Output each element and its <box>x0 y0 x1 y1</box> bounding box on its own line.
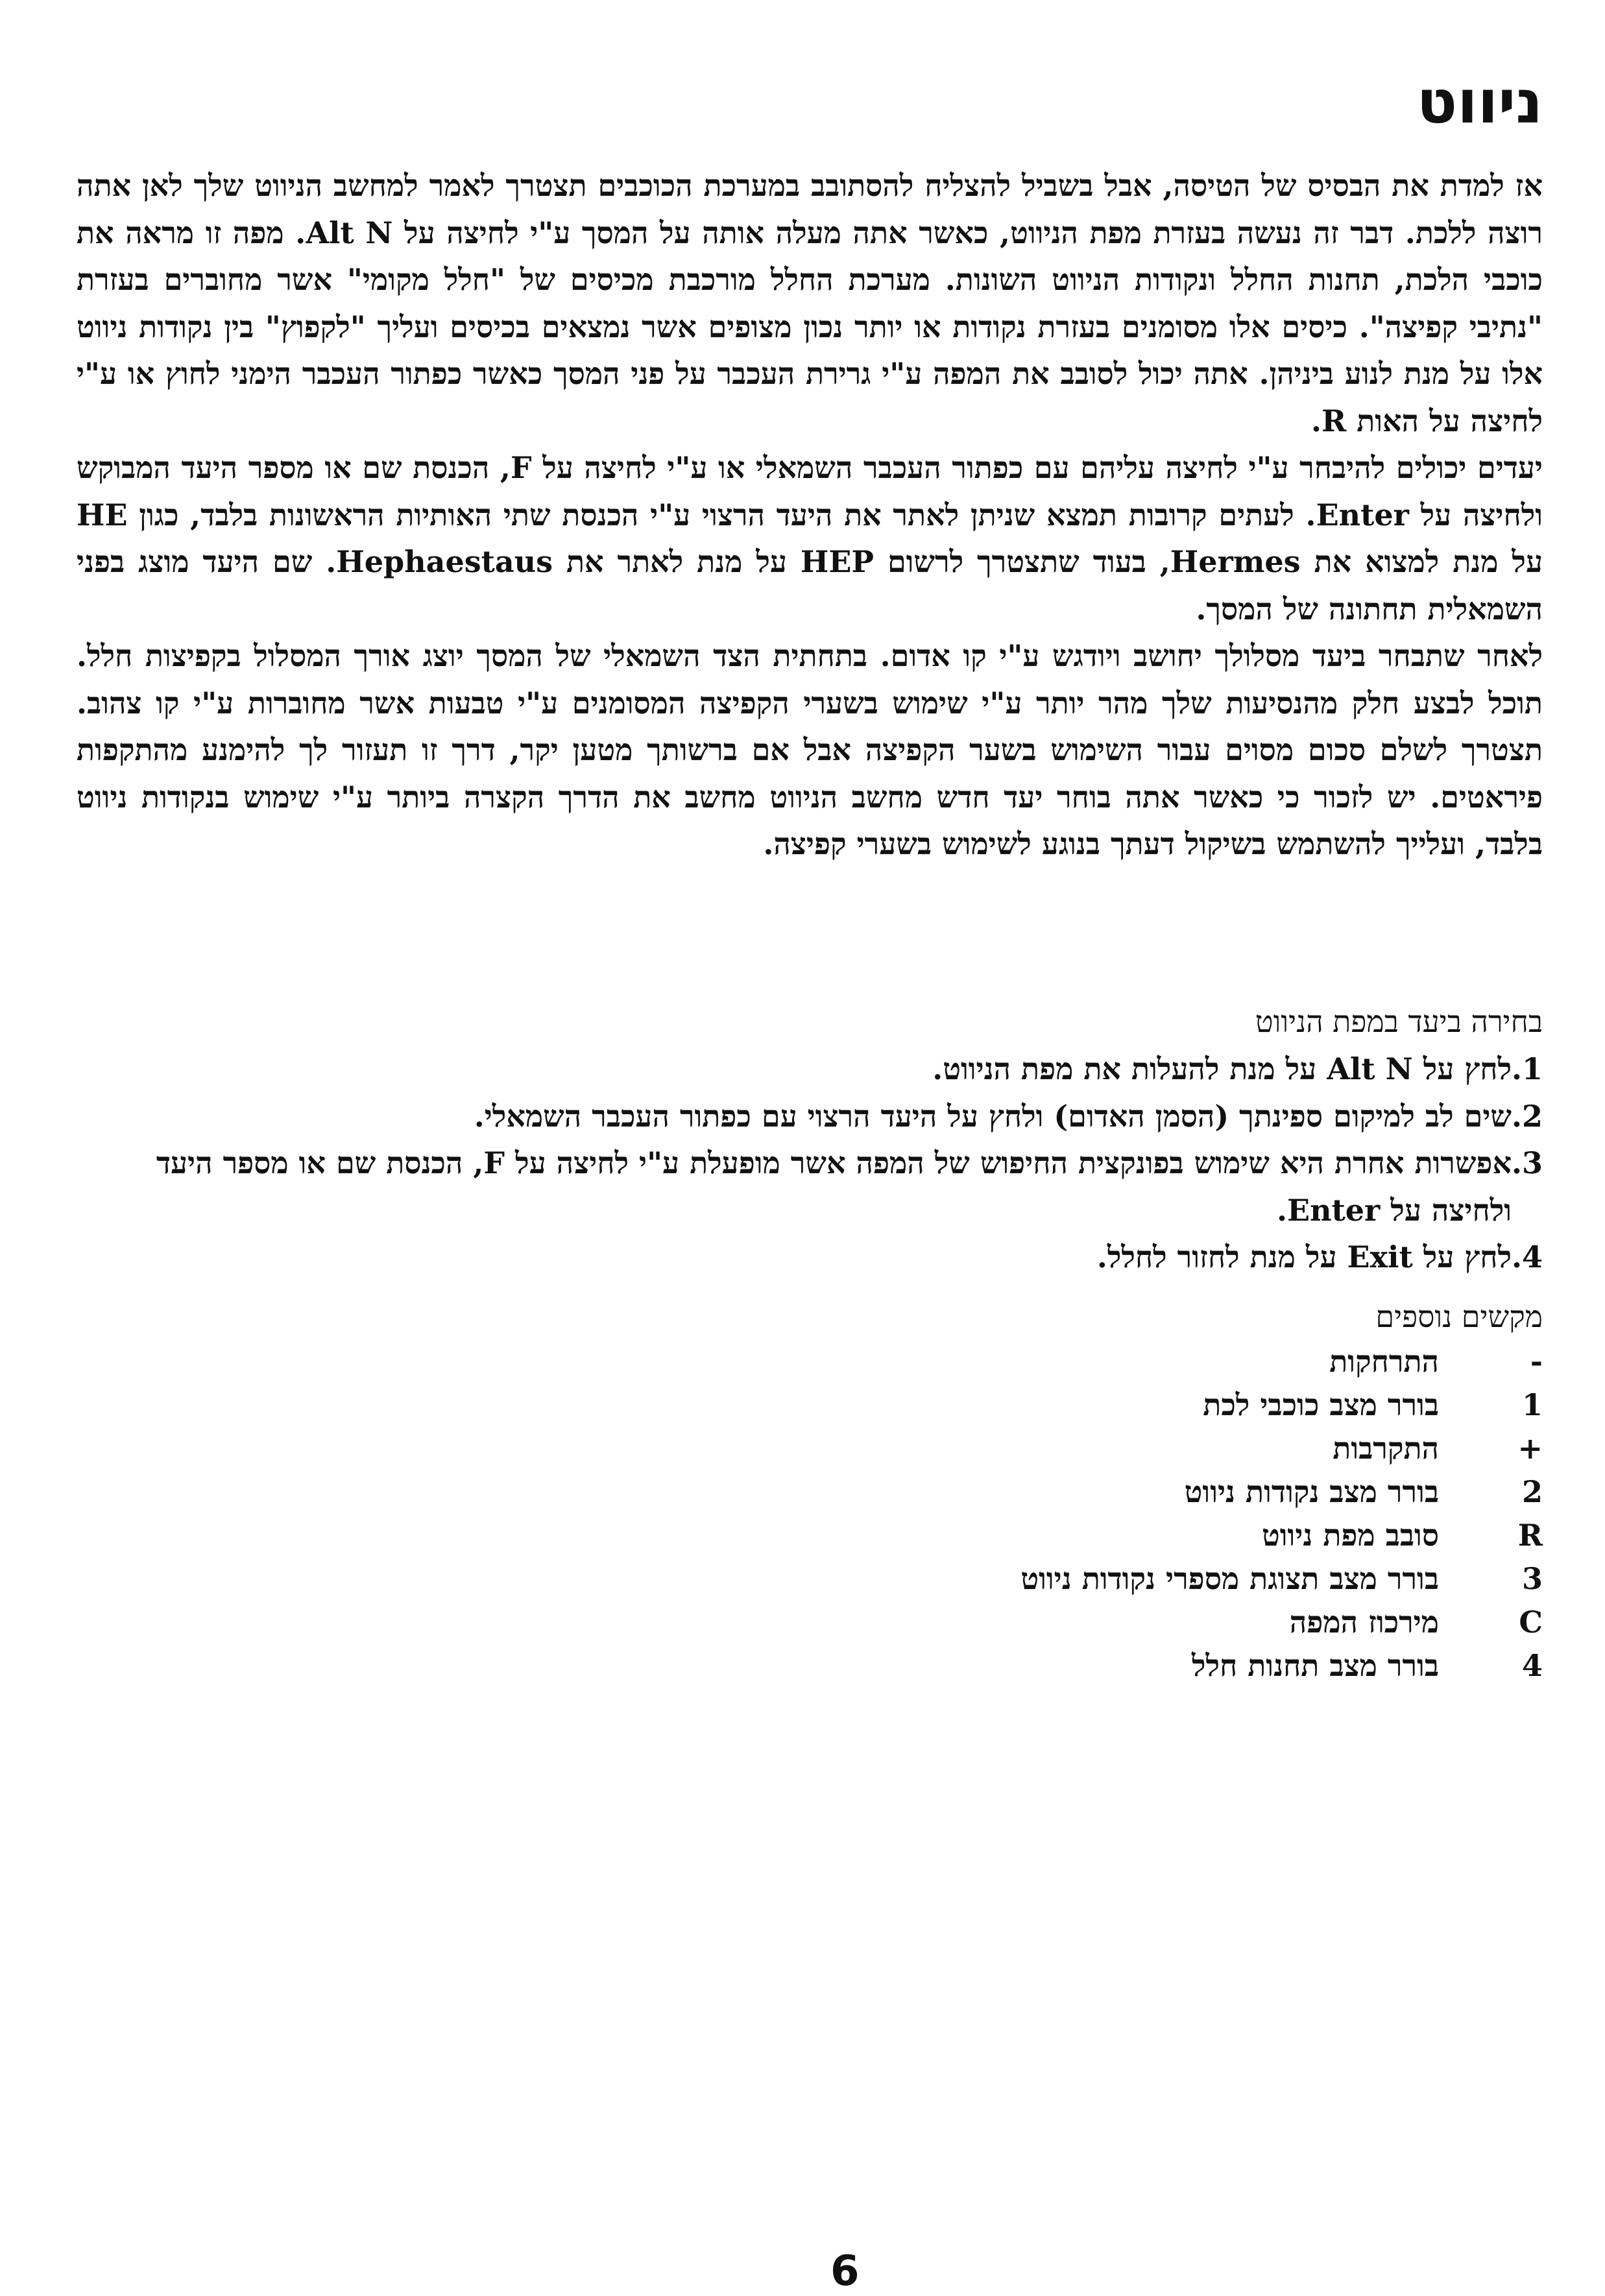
step-text: שים לב למיקום ספינתך (הסמן האדום) ולחץ על היעד הרצוי עם כפתור העכבר השמאלי. <box>474 1098 1512 1134</box>
key-row <box>1020 1514 1543 1557</box>
key-description: סובב מפת ניווט <box>1262 1518 1439 1553</box>
keys-heading: מקשים נוספים <box>1375 1299 1543 1334</box>
list-item <box>77 1140 1543 1234</box>
list-item <box>77 1046 1543 1093</box>
key-description: מירכוז המפה <box>1289 1605 1439 1640</box>
keys-list <box>1020 1340 1543 1688</box>
key-row <box>1020 1557 1543 1601</box>
list-item <box>77 1093 1543 1140</box>
paragraph: יעדים יכולים להיבחר ע"י לחיצה עליהם עם כפתור העכבר השמאלי או ע"י לחיצה על F, הכנסת שם או מספר היעד המבוקש ולחיצה על Enter. לעתים קרובות תמצא שניתן לאתר את היעד הרצוי ע"י הכנסת שתי האותיות הראשונות בלבד, כגון HE על מנת למצוא את Hermes, בעוד שתצטרך לרשום HEP על מנת לאתר את Hephaestaus. שם היעד מוצג בפני השמאלית תחתונה של המסך. <box>77 450 1543 627</box>
key-description: התקרבות <box>1333 1431 1439 1466</box>
step-text: לחץ על Exit על מנת לחזור לחלל. <box>1096 1239 1512 1274</box>
key-row <box>1020 1601 1543 1644</box>
page-number: 6 <box>830 2247 860 2295</box>
body-text <box>77 162 1543 868</box>
step-number: 4. <box>1511 1239 1543 1274</box>
list-item <box>77 1234 1543 1281</box>
key-label: 1 <box>1521 1387 1543 1422</box>
key-label: 3 <box>1521 1561 1543 1596</box>
step-number: 3. <box>1511 1145 1543 1180</box>
step-number: 1. <box>1511 1051 1543 1086</box>
key-label: + <box>1517 1431 1543 1466</box>
key-label: - <box>1530 1344 1543 1379</box>
key-label: 2 <box>1521 1474 1543 1509</box>
paragraph: לאחר שתבחר ביעד מסלולך יחושב ויודגש ע"י קו אדום. בתחתית הצד השמאלי של המסך יוצג אורך המסלול בקפיצות חלל. תוכל לבצע חלק מהנסיעות שלך מהר יותר ע"י שימוש בשערי הקפיצה המסומנים ע"י טבעות אשר מחוברות ע"י קו צהוב. תצטרך לשלם סכום מסוים עבור השימוש בשער הקפיצה אבל אם ברשותך מטען יקר, דרך זו תעזור לך להימנע מהתקפות פיראטים. יש לזכור כי כאשר אתה בוחר יעד חדש מחשב הניווט מחשב את הדרך הקצרה ביותר ע"י שימוש בנקודות ניווט בלבד, ועלייך להשתמש בשיקול דעתך בנוגע לשימוש בשערי קפיצה. <box>77 638 1543 861</box>
key-description: בורר מצב כוכבי לכת <box>1203 1387 1439 1422</box>
key-description: בורר מצב תצוגת מספרי נקודות ניווט <box>1020 1561 1439 1596</box>
page-title: ניווט <box>1416 67 1543 137</box>
key-row <box>1020 1470 1543 1514</box>
step-number: 2. <box>1511 1098 1543 1134</box>
key-row <box>1020 1383 1543 1427</box>
key-row <box>1020 1644 1543 1688</box>
key-description: התרחקות <box>1329 1344 1439 1379</box>
key-label: 4 <box>1521 1648 1543 1683</box>
key-label: R <box>1517 1518 1543 1553</box>
step-text: לחץ על Alt N על מנת להעלות את מפת הניווט. <box>932 1051 1512 1086</box>
key-description: בורר מצב נקודות ניווט <box>1184 1474 1439 1509</box>
steps-heading: בחירה ביעד במפת הניווט <box>1255 1004 1543 1039</box>
key-description: בורר מצב תחנות חלל <box>1191 1648 1439 1683</box>
steps-list <box>77 1046 1543 1281</box>
key-row <box>1020 1427 1543 1470</box>
key-label: C <box>1519 1605 1543 1640</box>
key-row <box>1020 1340 1543 1383</box>
paragraph: אז למדת את הבסיס של הטיסה, אבל בשביל להצליח להסתובב במערכת הכוכבים תצטרך לאמר למחשב הניווט שלך לאן אתה רוצה ללכת. דבר זה נעשה בעזרת מפת הניווט, כאשר אתה מעלה אותה על המסך ע"י לחיצה על Alt N. מפה זו מראה את כוכבי הלכת, תחנות החלל ונקודות הניווט השונות. מערכת החלל מורכבת מכיסים של "חלל מקומי" אשר מחוברים בעזרת "נתיבי קפיצה". כיסים אלו מסומנים בעזרת נקודות או יותר נכון מצופים אשר נמצאים בכיסים ועליך "לקפוץ" בין נקודות ניווט אלו על מנת לנוע ביניהן. אתה יכול לסובב את המפה ע"י גרירת העכבר על פני המסך כאשר כפתור העכבר הימני לחוץ או ע"י לחיצה על האות R. <box>77 168 1543 438</box>
step-text: אפשרות אחרת היא שימוש בפונקצית החיפוש של המפה אשר מופעלת ע"י לחיצה על F, הכנסת שם או מספר היעד ולחיצה על Enter. <box>156 1145 1512 1228</box>
